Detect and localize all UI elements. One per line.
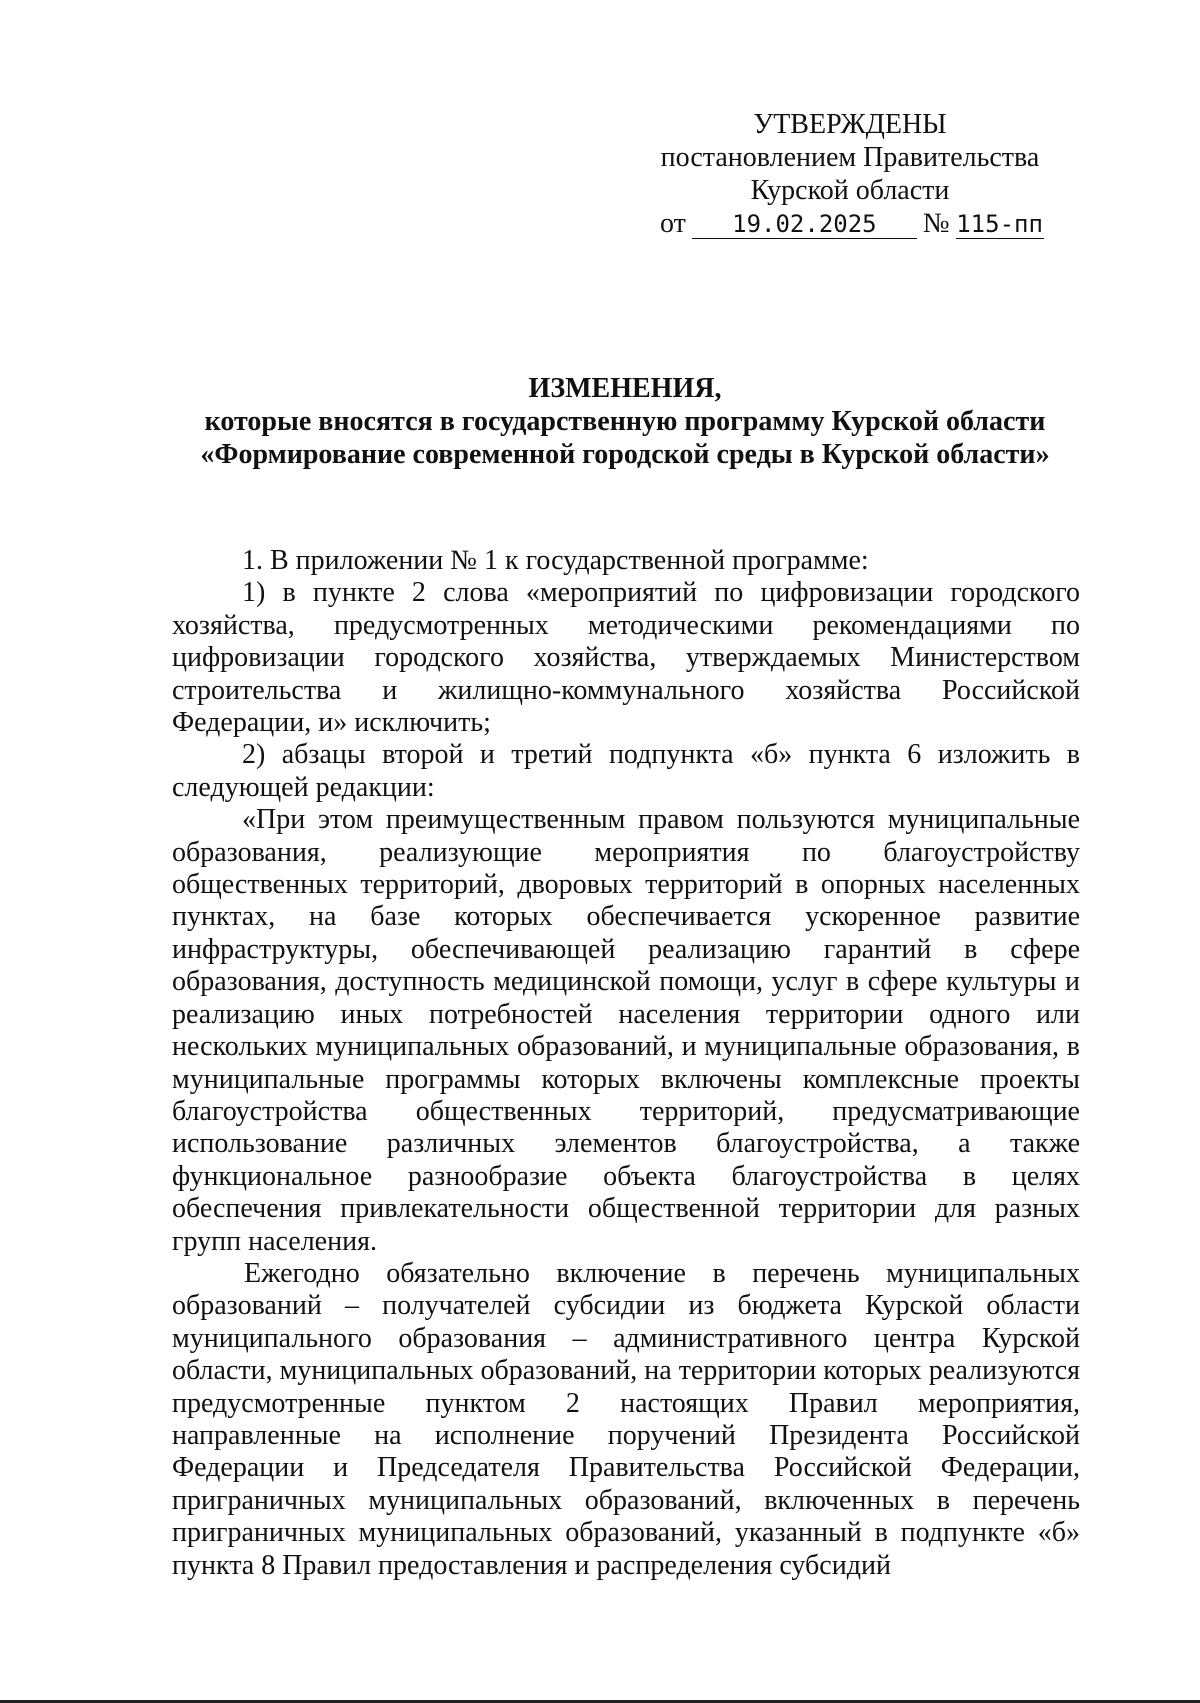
title-line-1: которые вносятся в государственную программу Курской области [204,406,1046,437]
date-prefix: от [660,208,686,239]
number-value: 115-пп [956,210,1043,238]
number-prefix: № [922,208,950,239]
paragraph-5: Ежегодно обязательно включение в перечень муниципальных образований – получателей субсидии из бюджета Курской области муниципального образования – административного центра Курской области, муниципальных образований, на территории которых реализуются предусмотренные пунктом 2 настоящих Правил мероприятия, направленные на исполнение поручений Президента Российской Федерации и Председателя Правительства Российской Федерации, приграничных муниципальных образований, включенных в перечень приграничных муниципальных образований, указанный в подпункте «б» пункта 8 Правил предоставления и распределения субсидий [172,1257,1080,1581]
approval-heading: УТВЕРЖДЕНЫ [753,109,947,140]
date-value: 19.02.2025 [692,210,917,239]
paragraph-4: «При этом преимущественным правом пользуются муниципальные образования, реализующие мероприятия по благоустройству общественных территорий, дворовых территорий в опорных населенных пунктах, на базе которых обеспечивается ускоренное развитие инфраструктуры, обеспечивающей реализацию гарантий в сфере образования, доступность медицинской помощи, услуг в сфере культуры и реализацию иных потребностей населения территории одного или нескольких муниципальных образований, и муниципальные образования, в муниципальные программы которых включены комплексные проекты благоустройства общественных территорий, предусматривающие использование различных элементов благоустройства, а также функциональное разнообразие объекта благоустройства в целях обеспечения привлекательности общественной территории для разных групп населения. [172,804,1080,1257]
approval-line-2: Курской области [750,175,950,206]
approval-stamp-block [640,108,1060,240]
approval-date-number-line [640,207,1060,240]
document-body [172,545,1080,1582]
approval-line-1: постановлением Правительства [660,142,1040,173]
paragraph-1: 1. В приложении № 1 к государственной программе: [242,545,869,576]
paragraph-2: 1) в пункте 2 слова «мероприятий по цифровизации городского хозяйства, предусмотренных методическими рекомендациями по цифровизации городского хозяйства, утверждаемых Министерством строительства и жилищно-коммунального хозяйства Российской Федерации, и» исключить; [172,577,1080,739]
title-heading: ИЗМЕНЕНИЯ, [528,373,722,404]
paragraph-3: 2) абзацы второй и третий подпункта «б» пункта 6 изложить в следующей редакции: [172,739,1080,803]
title-line-2: «Формирование современной городской среды в Курской области» [200,439,1050,470]
document-title [150,372,1100,471]
